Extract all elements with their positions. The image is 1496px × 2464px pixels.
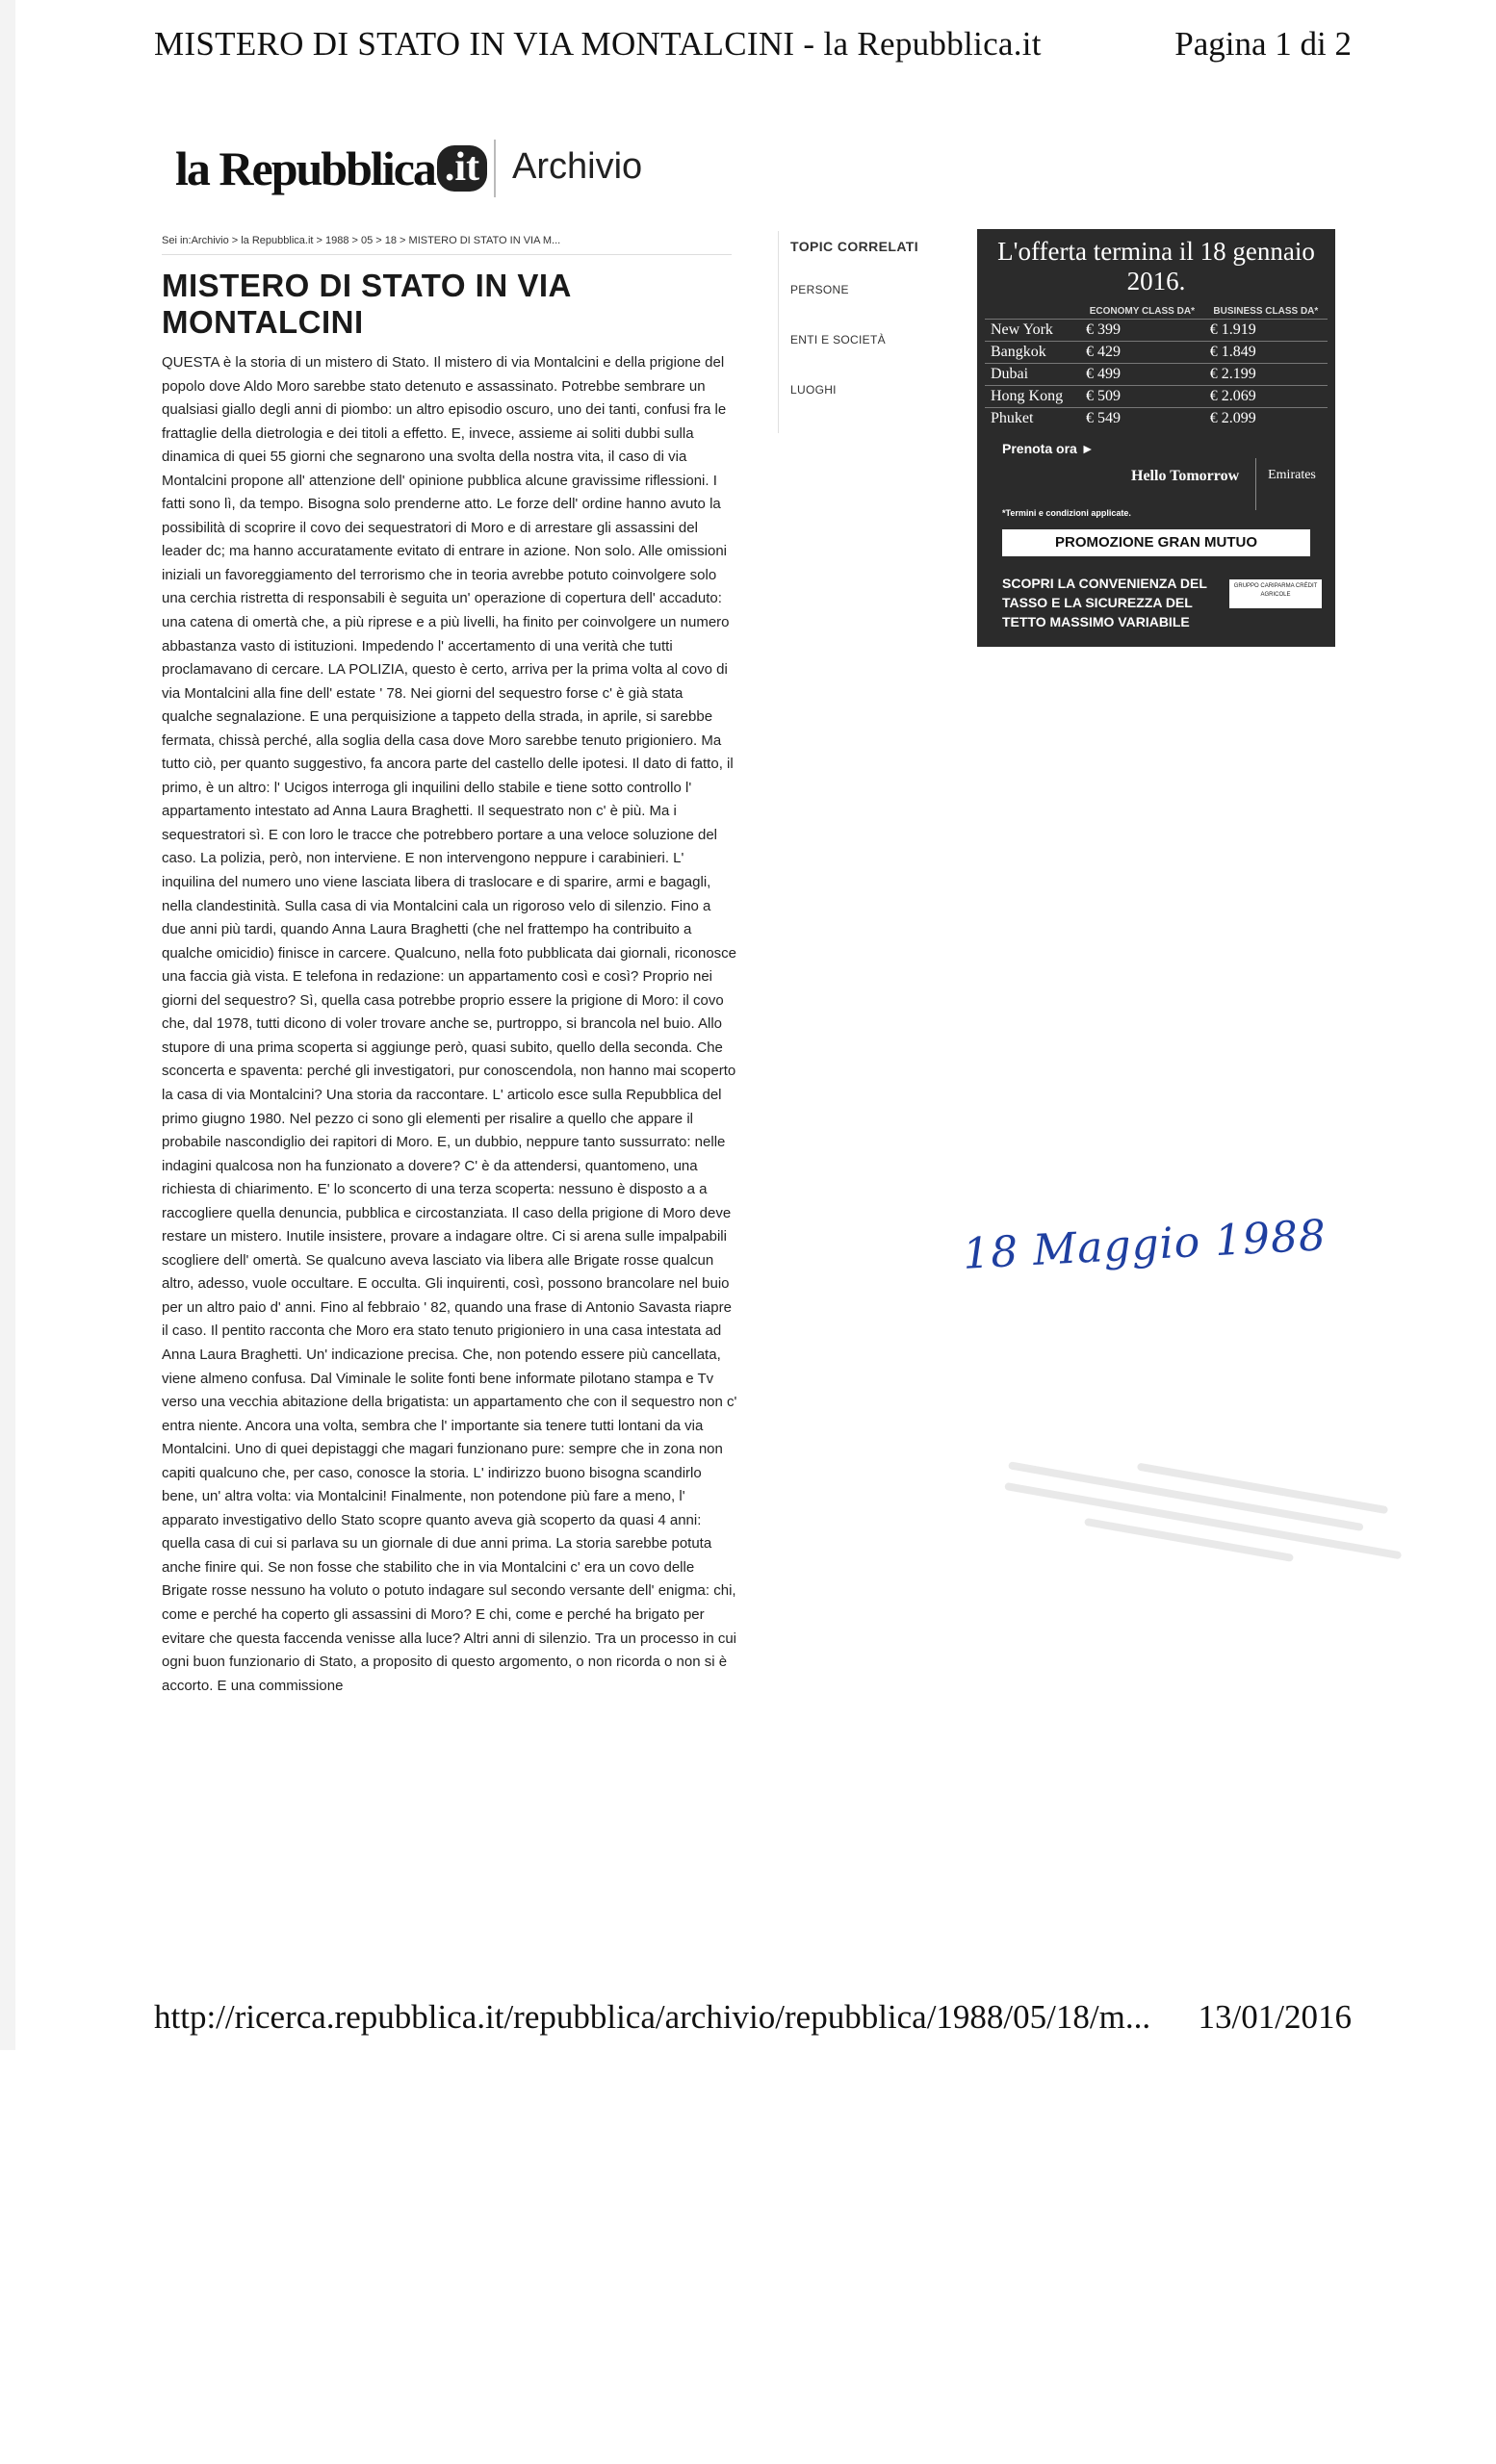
ad-tagline: Hello Tomorrow [1131,468,1240,484]
ad-economy-price: € 549 [1080,408,1204,430]
ad-promo-text: SCOPRI LA CONVENIENZA DEL TASSO E LA SICUREZZA DEL TETTO MASSIMO VARIABILE [1002,576,1207,629]
table-row [985,408,1328,430]
ad-terms: *Termini e condizioni applicate. [1002,508,1131,518]
repubblica-logo[interactable] [175,135,487,202]
topic-link-enti-e-societa[interactable]: ENTI E SOCIETÀ [790,333,886,346]
ad-col-business: BUSINESS CLASS DA* [1213,306,1319,317]
ad-business-price: € 1.849 [1204,342,1328,364]
topic-link-persone[interactable]: PERSONE [790,283,849,296]
ad-city: New York [985,320,1080,342]
ad-promo-title[interactable]: PROMOZIONE GRAN MUTUO [1002,529,1310,556]
related-topics-sidebar [778,231,929,433]
divider [162,254,732,255]
ad-business-price: € 2.199 [1204,364,1328,386]
ad-brand-logo: Emirates [1255,458,1328,510]
ad-business-price: € 2.099 [1204,408,1328,430]
print-footer-url: http://ricerca.repubblica.it/repubblica/archivio/repubblica/1988/05/18/m... [154,1998,1151,2036]
ad-economy-price: € 429 [1080,342,1204,364]
ad-economy-price: € 399 [1080,320,1204,342]
breadcrumb[interactable]: Sei in:Archivio > la Repubblica.it > 1988 > 05 > 18 > MISTERO DI STATO IN VIA M... [162,235,561,246]
logo-it-badge: .it [437,145,487,192]
ad-fare-table [985,304,1328,429]
ad-economy-price: € 509 [1080,386,1204,408]
logo-wordmark: la Repubblica [175,141,435,195]
section-title[interactable]: Archivio [512,146,643,187]
ad-headline: L'offerta termina il 18 gennaio 2016. [997,237,1315,295]
ad-book-now-button[interactable]: Prenota ora ► [1002,441,1095,456]
advertisement-banner[interactable] [977,229,1335,647]
table-row [985,320,1328,342]
print-page-number: Pagina 1 di 2 [1174,25,1352,63]
logo-separator [494,140,496,197]
ad-business-price: € 1.919 [1204,320,1328,342]
scan-border [0,0,15,2050]
ad-city: Hong Kong [985,386,1080,408]
article-title: MISTERO DI STATO IN VIA MONTALCINI [162,268,571,340]
ad-city: Phuket [985,408,1080,430]
ad-city: Bangkok [985,342,1080,364]
faint-stamp [993,1427,1432,1624]
table-row [985,386,1328,408]
ad-col-city [985,304,1080,320]
print-footer-date: 13/01/2016 [1198,1998,1352,2036]
topic-link-luoghi[interactable]: LUOGHI [790,383,837,397]
article-body: QUESTA è la storia di un mistero di Stato. Il mistero di via Montalcini e della prigione del popolo dove Aldo Moro sarebbe stato detenuto e assassinato. Potrebbe sembrare un qualsiasi giallo degli anni di piombo: un altro episodio oscuro, uno dei tanti, confusi fra le frattaglie della dietrologia e dei titoli a effetto. E, invece, assieme ai soliti dubbi sulla dinamica di quei 55 giorni che segnarono una svolta della nostra vita, il caso di via Montalcini propone all' attenzione dell' opinione pubblica alcune gravissime riflessioni. I fatti sono lì, da tempo. Bisogna solo prenderne atto. Le forze dell' ordine hanno avuto la possibilità di scoprire il covo dei sequestratori di Moro e di arrestare gli assassini del leader dc; ma hanno accuratamente evitato di entrare in azione. Non solo. Alle omissioni iniziali un favoreggiamento del terrorismo che in teoria avrebbe potuto coinvolgere solo una cerchia ristretta di responsabili è seguita un' operazione di copertura dell' accaduto: una catena di omertà che, a più riprese e a più livelli, ha finito per coinvolgere un numero abbastanza vasto di istituzioni. Impedendo l' accertamento di una verità che tutti proclamavano di cercare. LA POLIZIA, questo è certo, arriva per la prima volta al covo di via Montalcini alla fine dell' estate ' 78. Nei giorni del sequestro forse c' è già stata qualche segnalazione. E una perquisizione a tappeto della strada, in aprile, si sarebbe fermata, chissà perché, alla soglia della casa dove Moro sarebbe tenuto prigioniero. Ma tutto ciò, per quanto suggestivo, fa ancora parte del castello delle ipotesi. Il dato di fatto, il primo, è un altro: l' Ucigos interroga gli inquilini dello stabile e tiene sotto controllo l' appartamento intestato ad Anna Laura Braghetti. Il sequestrato non c' è più. Ma i sequestratori sì. E con loro le tracce che potrebbero portare a una veloce soluzione del caso. La polizia, però, non interviene. E non intervengono neppure i carabinieri. L' inquilina del numero uno viene lasciata libera di traslocare e di sparire, armi e bagagli, nella clandestinità. Sulla casa di via Montalcini cala un rigoroso velo di silenzio. Fino a due anni più tardi, quando Anna Laura Braghetti (che nel frattempo ha contribuito a qualche omicidio) finisce in carcere. Qualcuno, nella foto pubblicata dai giornali, riconosce una faccia già vista. E telefona in redazione: un appartamento così e così? Proprio nei giorni del sequestro? Sì, quella casa potrebbe proprio essere la prigione di Moro: il covo che, dal 1978, tutti dicono di voler trovare anche se, purtroppo, si brancola nel buio. Allo stupore di una prima scoperta si aggiunge però, quasi subito, quello della seconda. Che sconcerta e spaventa: perché gli investigatori, pur conoscendola, non hanno mai scoperto la casa di via Montalcini? Una storia da raccontare. L' articolo esce sulla Repubblica del primo giugno 1980. Nel pezzo ci sono gli elementi per risalire a quello che appare il probabile nascondiglio dei rapitori di Moro. E, un dubbio, neppure tanto sussurrato: nelle indagini qualcosa non ha funzionato a dovere? C' è da attendersi, quantomeno, una richiesta di chiarimento. E' lo sconcerto di una terza scoperta: nessuno è disposto a a raccogliere quella denuncia, pubblica e circostanziata. Il caso della prigione di Moro deve restare un mistero. Inutile insistere, provare a indagare oltre. Ci si arena sulle impalpabili scogliere dell' omertà. Se qualcuno aveva lasciato via libera alle Brigate rosse qualcun altro, adesso, vuole occultare. E occulta. Gli inquirenti, così, possono brancolare nel buio per un altro paio d' anni. Fino al febbraio ' 82, quando una frase di Antonio Savasta riapre il caso. Il pentito racconta che Moro era stato tenuto prigioniero in una casa intestata ad Anna Laura Braghetti. Un' indicazione precisa. Che, non potendo essere più cancellata, viene almeno confusa. Dal Viminale le solite fonti bene informate pilotano stampa e Tv verso una vecchia abitazione della brigatista: un appartamento che con il sequestro non c' entra niente. Ancora una volta, sembra che l' importante sia tenere tutti lontani da via Montalcini. Uno di quei depistaggi che magari funzionano pure: sempre che in zona non capiti qualcuno che, per caso, conosce la storia. L' indirizzo buono bisogna scandirlo bene, un' altra volta: via Montalcini! Finalmente, non potendone più fare a meno, l' apparato investigativo dello Stato scopre quanto aveva già scoperto da quasi 4 anni: quella casa di cui si parlava su un giornale di due anni prima. La storia sarebbe potuta anche finire qui. Se non fosse che stabilito che in via Montalcini c' era un covo delle Brigate rosse nessuno ha voluto o potuto indagare sul secondo versante dell' enigma: chi, come e perché ha coperto gli assassini di Moro? E chi, come e perché ha brigato per evitare che questa faccenda venisse alla luce? Altri anni di silenzio. Tra un processo in cui ogni buon funzionario di Stato, a proposito di questo argomento, o non ricorda o non si è accorto. E una commissione [162,354,737,1694]
ad-bank-logo: GRUPPO CARIPARMA CRÉDIT AGRICOLE [1229,579,1322,608]
ad-economy-price: € 499 [1080,364,1204,386]
related-topics-heading: TOPIC CORRELATI [790,239,919,254]
ad-business-price: € 2.069 [1204,386,1328,408]
ad-col-economy: ECONOMY CLASS DA* [1089,306,1195,317]
table-row [985,364,1328,386]
handwritten-date-note: 18 Maggio 1988 [961,1211,1328,1279]
ad-city: Dubai [985,364,1080,386]
print-header-title: MISTERO DI STATO IN VIA MONTALCINI - la Repubblica.it [154,25,1042,63]
table-row [985,342,1328,364]
